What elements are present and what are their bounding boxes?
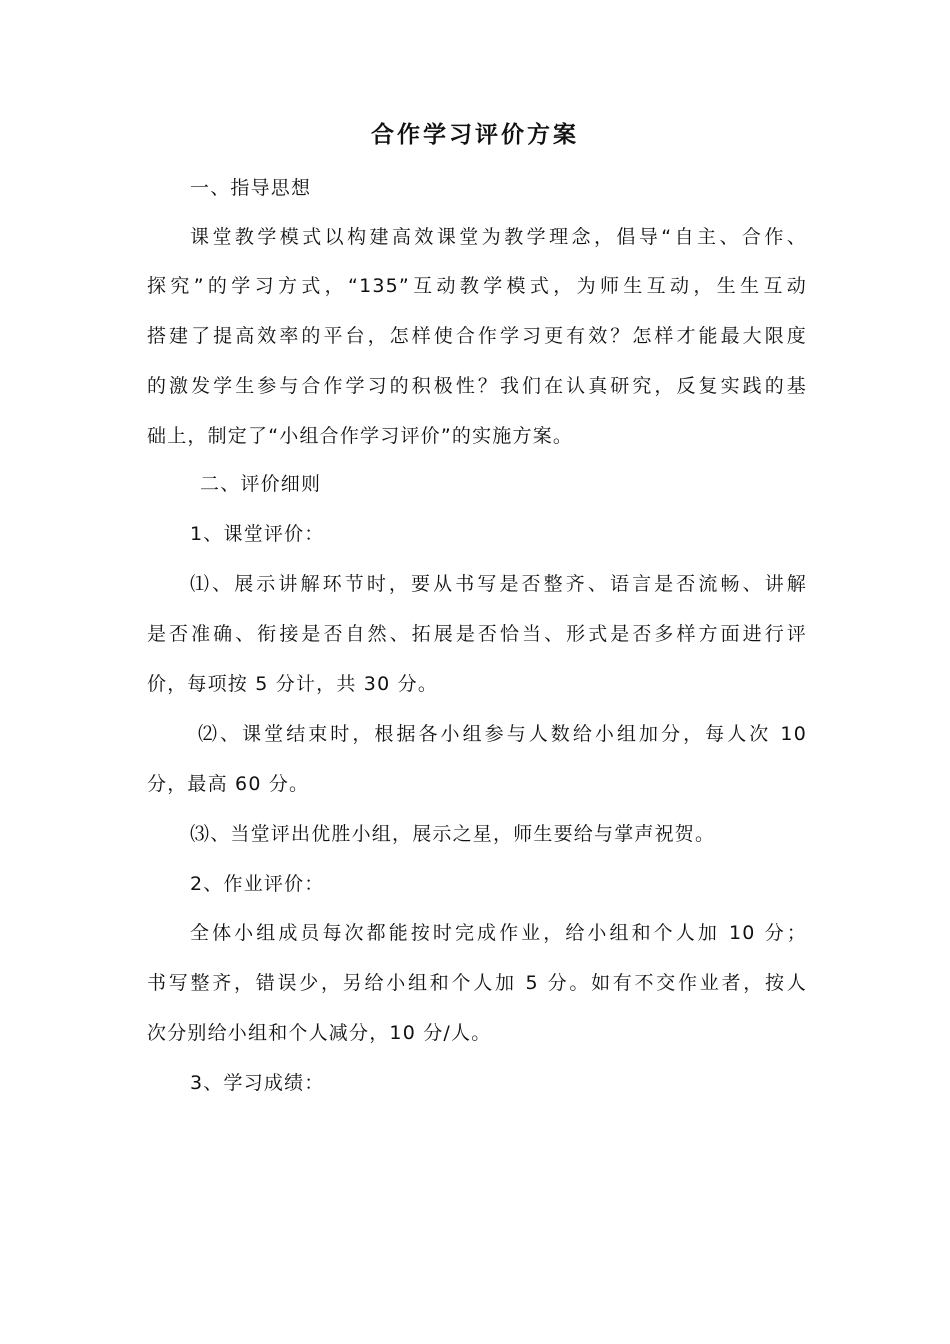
paragraph-line: 课堂教学模式以构建高效课堂为教学理念，倡导“自主、合作、 [190,226,807,248]
paragraph-line: 全体小组成员每次都能按时完成作业，给小组和个人加 10 分； [190,922,807,944]
paragraph-line: 是否准确、衔接是否自然、拓展是否恰当、形式是否多样方面进行评 [147,623,807,645]
paragraph-line: 分，最高 60 分。 [147,773,310,795]
paragraph-line: ⑵、课堂结束时，根据各小组参与人数给小组加分，每人次 10 [198,723,807,745]
subheading-class-evaluation: 1、课堂评价： [190,523,325,545]
paragraph-line: 书写整齐，错误少，另给小组和个人加 5 分。如有不交作业者，按人 [147,972,807,994]
paragraph-line: 价，每项按 5 分计，共 30 分。 [147,673,439,695]
section-heading-guiding-idea: 一、指导思想 [190,177,312,199]
paragraph-line: 搭建了提高效率的平台，怎样使合作学习更有效？怎样才能最大限度 [147,325,807,347]
paragraph-line: 次分别给小组和个人减分，10 分/人。 [147,1022,492,1044]
paragraph-line: ⑶、当堂评出优胜小组，展示之星，师生要给与掌声祝贺。 [190,823,716,845]
subheading-homework-evaluation: 2、作业评价： [190,873,325,895]
paragraph-line: 的激发学生参与合作学习的积极性？我们在认真研究，反复实践的基 [147,375,807,397]
section-heading-evaluation-rules: 二、评价细则 [200,473,322,495]
document-title: 合作学习评价方案 [371,122,579,148]
subheading-academic-results: 3、学习成绩： [190,1072,325,1094]
paragraph-line: 础上，制定了“小组合作学习评价”的实施方案。 [147,425,574,447]
paragraph-line: 探究”的学习方式，“135”互动教学模式，为师生互动，生生互动 [147,275,807,297]
paragraph-line: ⑴、展示讲解环节时，要从书写是否整齐、语言是否流畅、讲解 [190,573,807,595]
